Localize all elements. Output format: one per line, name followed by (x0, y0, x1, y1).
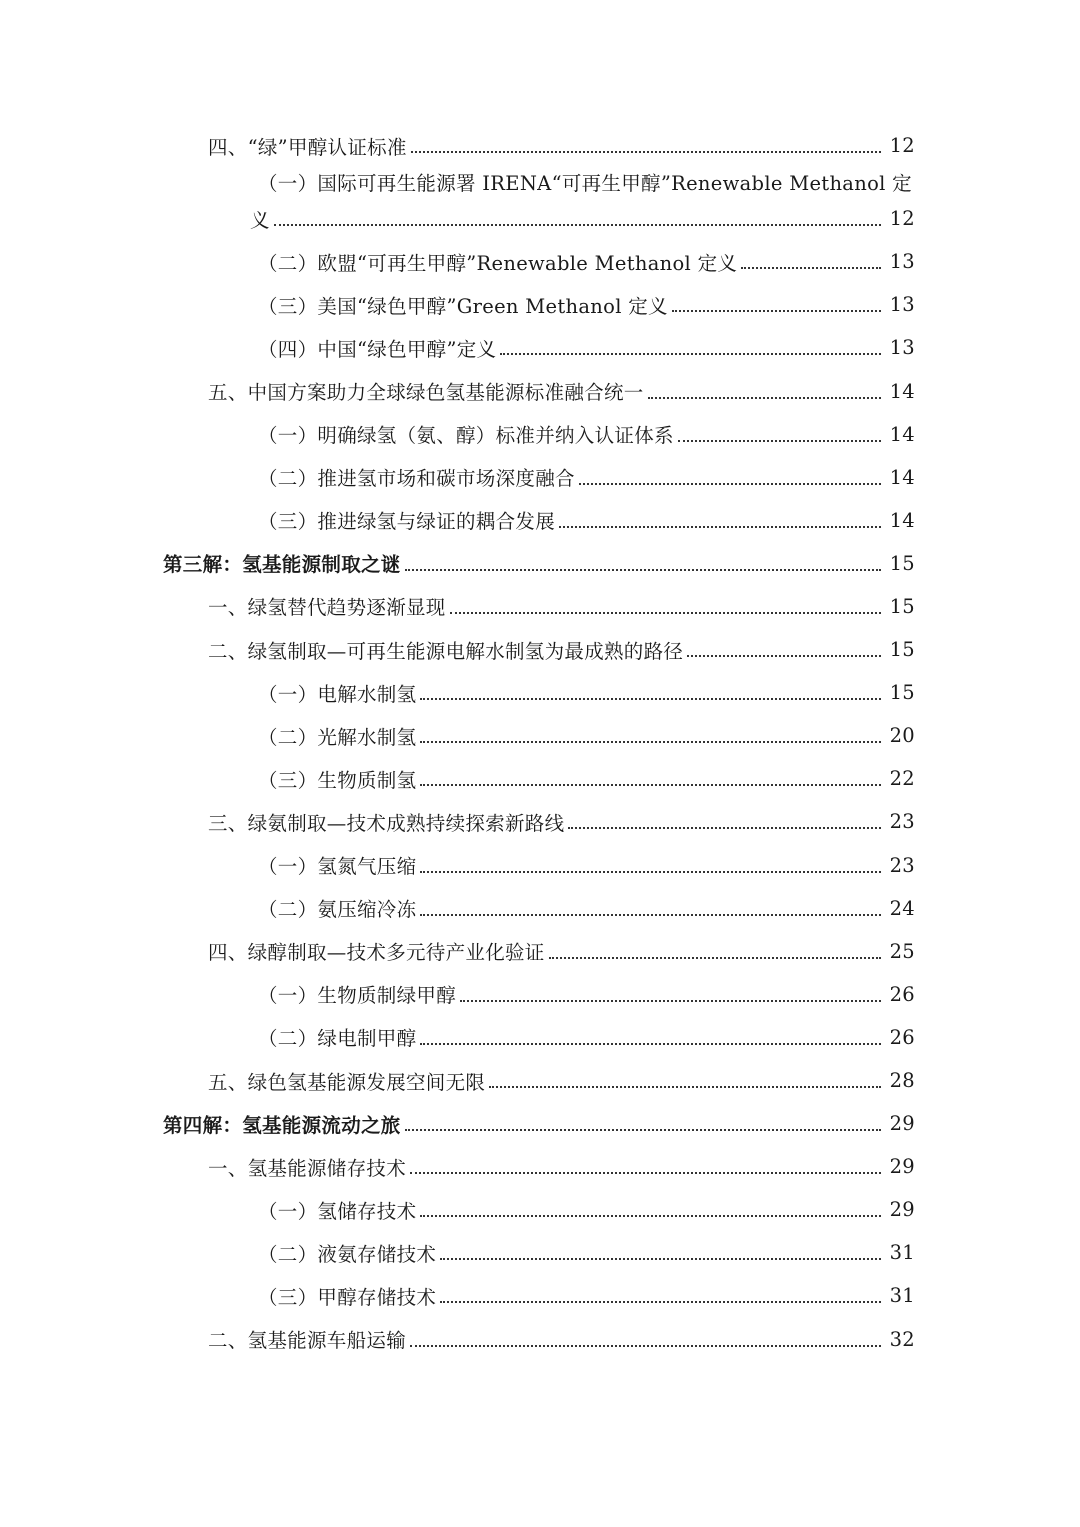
toc-page-number: 13 (889, 250, 915, 274)
toc-page-number: 15 (889, 594, 915, 618)
toc-entry[interactable] (0, 585, 1080, 628)
toc-page-number: 20 (889, 724, 915, 748)
toc-entry-title: （三）甲醇存储技术 (258, 1285, 437, 1309)
toc-entry-title: （三）推进绿氢与绿证的耦合发展 (258, 510, 556, 534)
toc-entry[interactable] (0, 369, 1080, 412)
dot-leader (420, 740, 881, 743)
toc-entry[interactable] (0, 973, 1080, 1016)
toc-page-number: 25 (889, 939, 915, 963)
toc-entry[interactable] (0, 757, 1080, 800)
toc-page-number: 14 (889, 379, 915, 403)
dot-leader (420, 697, 881, 700)
toc-page-number: 15 (889, 681, 915, 705)
toc-entry[interactable] (0, 1145, 1080, 1188)
toc-entry[interactable] (0, 413, 1080, 456)
toc-entry-title: （二）欧盟“可再生甲醇”Renewable Methanol 定义 (258, 251, 738, 275)
table-of-contents (0, 124, 1080, 1361)
toc-entry[interactable] (0, 628, 1080, 671)
dot-leader (450, 611, 881, 614)
dot-leader (274, 223, 881, 226)
dot-leader (405, 568, 881, 571)
toc-entry-title: 三、绿氨制取—技术成熟持续探索新路线 (208, 811, 565, 835)
toc-page-number: 23 (889, 853, 915, 877)
toc-entry-title: （三）生物质制氢 (258, 768, 417, 792)
dot-leader (420, 783, 881, 786)
dot-leader (420, 870, 881, 873)
toc-entry-title: 五、中国方案助力全球绿色氢基能源标准融合统一 (208, 381, 644, 405)
toc-entry-title: （一）明确绿氢（氨、醇）标准并纳入认证体系 (258, 424, 674, 448)
toc-entry[interactable] (0, 800, 1080, 843)
toc-page-number: 24 (889, 896, 915, 920)
toc-entry[interactable] (0, 714, 1080, 757)
dot-leader (420, 913, 881, 916)
toc-entry[interactable] (0, 326, 1080, 369)
dot-leader (405, 1128, 881, 1131)
toc-entry-title: （二）光解水制氢 (258, 725, 417, 749)
toc-entry[interactable] (0, 1059, 1080, 1102)
dot-leader (568, 826, 881, 829)
toc-entry[interactable] (0, 844, 1080, 887)
toc-entry[interactable] (0, 671, 1080, 714)
dot-leader (549, 956, 881, 959)
toc-entry[interactable] (0, 1016, 1080, 1059)
dot-leader (678, 439, 881, 442)
dot-leader (440, 1257, 881, 1260)
dot-leader (559, 525, 881, 528)
dot-leader (420, 1042, 881, 1045)
toc-entry-title: 第四解：氢基能源流动之旅 (163, 1113, 401, 1137)
dot-leader (741, 266, 881, 269)
toc-entry-title: 四、绿醇制取—技术多元待产业化验证 (208, 941, 545, 965)
toc-entry-title: （三）美国“绿色甲醇”Green Methanol 定义 (258, 294, 668, 318)
toc-page-number: 31 (889, 1284, 915, 1308)
toc-entry-title: （一）国际可再生能源署 IRENA“可再生甲醇”Renewable Methanol 定 (258, 172, 912, 196)
toc-entry-title: 二、绿氢制取—可再生能源电解水制氢为最成熟的路径 (208, 639, 684, 663)
toc-entry[interactable] (0, 456, 1080, 499)
toc-page-number: 29 (889, 1155, 915, 1179)
dot-leader (648, 396, 881, 399)
toc-page-number: 14 (889, 465, 915, 489)
toc-page-number: 14 (889, 422, 915, 446)
toc-entry-title: （一）电解水制氢 (258, 682, 417, 706)
toc-page-number: 31 (889, 1241, 915, 1265)
toc-entry[interactable] (0, 124, 1080, 167)
dot-leader (489, 1085, 881, 1088)
dot-leader (440, 1300, 881, 1303)
toc-entry[interactable] (0, 499, 1080, 542)
toc-entry-title: 五、绿色氢基能源发展空间无限 (208, 1070, 486, 1094)
toc-page-number: 15 (889, 638, 915, 662)
dot-leader (460, 999, 881, 1002)
toc-chapter-entry[interactable] (0, 1102, 1080, 1145)
toc-page-number: 13 (889, 293, 915, 317)
toc-entry-continuation[interactable] (0, 197, 1080, 240)
toc-page-number: 22 (889, 767, 915, 791)
toc-entry-title: 第三解：氢基能源制取之谜 (163, 553, 401, 577)
dot-leader (579, 482, 881, 485)
toc-entry[interactable] (0, 887, 1080, 930)
toc-entry[interactable] (0, 1318, 1080, 1361)
toc-entry-title-continued: 义 (250, 208, 270, 232)
dot-leader (672, 309, 881, 312)
toc-page-number: 12 (889, 134, 915, 158)
toc-entry[interactable] (0, 167, 1080, 197)
toc-entry[interactable] (0, 1274, 1080, 1317)
toc-page-number: 28 (889, 1069, 915, 1093)
toc-page-number: 26 (889, 982, 915, 1006)
dot-leader (410, 1344, 881, 1347)
dot-leader (411, 150, 881, 153)
toc-page-number: 29 (889, 1112, 915, 1136)
toc-entry-title: （二）推进氢市场和碳市场深度融合 (258, 467, 575, 491)
toc-entry-title: 一、氢基能源储存技术 (208, 1156, 407, 1180)
toc-entry[interactable] (0, 240, 1080, 283)
toc-entry-title: （一）氢氮气压缩 (258, 855, 417, 879)
toc-page-number: 26 (889, 1025, 915, 1049)
toc-page-number: 23 (889, 810, 915, 834)
dot-leader (420, 1214, 881, 1217)
toc-page-number: 12 (889, 207, 915, 231)
toc-entry[interactable] (0, 283, 1080, 326)
toc-page-number: 13 (889, 336, 915, 360)
dot-leader (687, 654, 881, 657)
toc-page-number: 14 (889, 508, 915, 532)
toc-chapter-entry[interactable] (0, 542, 1080, 585)
dot-leader (500, 352, 881, 355)
toc-page-number: 15 (889, 551, 915, 575)
toc-entry-title: （四）中国“绿色甲醇”定义 (258, 337, 497, 361)
toc-entry-title: （二）氨压缩冷冻 (258, 898, 417, 922)
toc-entry-title: 二、氢基能源车船运输 (208, 1329, 407, 1353)
toc-entry[interactable] (0, 1231, 1080, 1274)
toc-entry-title: （一）氢储存技术 (258, 1199, 417, 1223)
toc-page-number: 29 (889, 1198, 915, 1222)
toc-entry-title: （二）绿电制甲醇 (258, 1027, 417, 1051)
toc-entry-title: 一、绿氢替代趋势逐渐显现 (208, 596, 446, 620)
toc-entry-title: （一）生物质制绿甲醇 (258, 984, 457, 1008)
dot-leader (410, 1171, 881, 1174)
toc-entry-title: 四、“绿”甲醇认证标准 (208, 135, 407, 159)
toc-entry[interactable] (0, 1188, 1080, 1231)
toc-page-number: 32 (889, 1327, 915, 1351)
toc-entry-title: （二）液氨存储技术 (258, 1242, 437, 1266)
toc-entry[interactable] (0, 930, 1080, 973)
